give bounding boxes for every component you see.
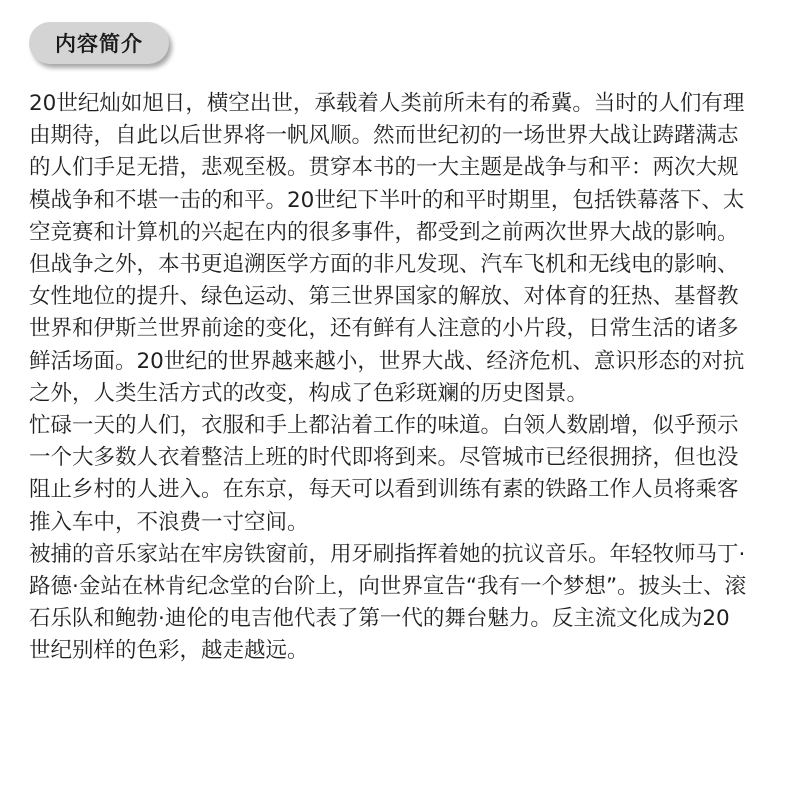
section-title: 内容简介 [55, 32, 143, 56]
section-title-badge [29, 22, 169, 64]
paragraph-2: 忙碌一天的人们，衣服和手上都沾着工作的味道。白领人数剧增，似乎预示一个大多数人衣着整洁上班的时代即将到来。尽管城市已经很拥挤，但也没阻止乡村的人进入。在东京，每天可以看到训练有素的铁路工作人员将乘客推入车中，不浪费一寸空间。 [29, 413, 739, 535]
description-body [29, 88, 749, 668]
paragraph-1: 20世纪灿如旭日，横空出世，承载着人类前所未有的希冀。当时的人们有理由期待，自此以后世界将一帆风顺。然而世纪初的一场世界大战让踌躇满志的人们手足无措，悲观至极。贯穿本书的一大主题是战争与和平：两次大规模战争和不堪一击的和平。20世纪下半叶的和平时期里，包括铁幕落下、太空竞赛和计算机的兴起在内的很多事件，都受到之前两次世界大战的影响。但战争之外，本书更追溯医学方面的非凡发现、汽车飞机和无线电的影响、女性地位的提升、绿色运动、第三世界国家的解放、对体育的狂热、基督教世界和伊斯兰世界前途的变化，还有鲜有人注意的小片段，日常生活的诸多鲜活场面。20世纪的世界越来越小，世界大战、经济危机、意识形态的对抗之外，人类生活方式的改变，构成了色彩斑斓的历史图景。 [29, 91, 745, 406]
paragraph-3: 被捕的音乐家站在牢房铁窗前，用牙刷指挥着她的抗议音乐。年轻牧师马丁·路德·金站在林肯纪念堂的台阶上，向世界宣告“我有一个梦想”。披头士、滚石乐队和鲍勃·迪伦的电吉他代表了第一代的舞台魅力。反主流文化成为20世纪别样的色彩，越走越远。 [29, 541, 747, 664]
